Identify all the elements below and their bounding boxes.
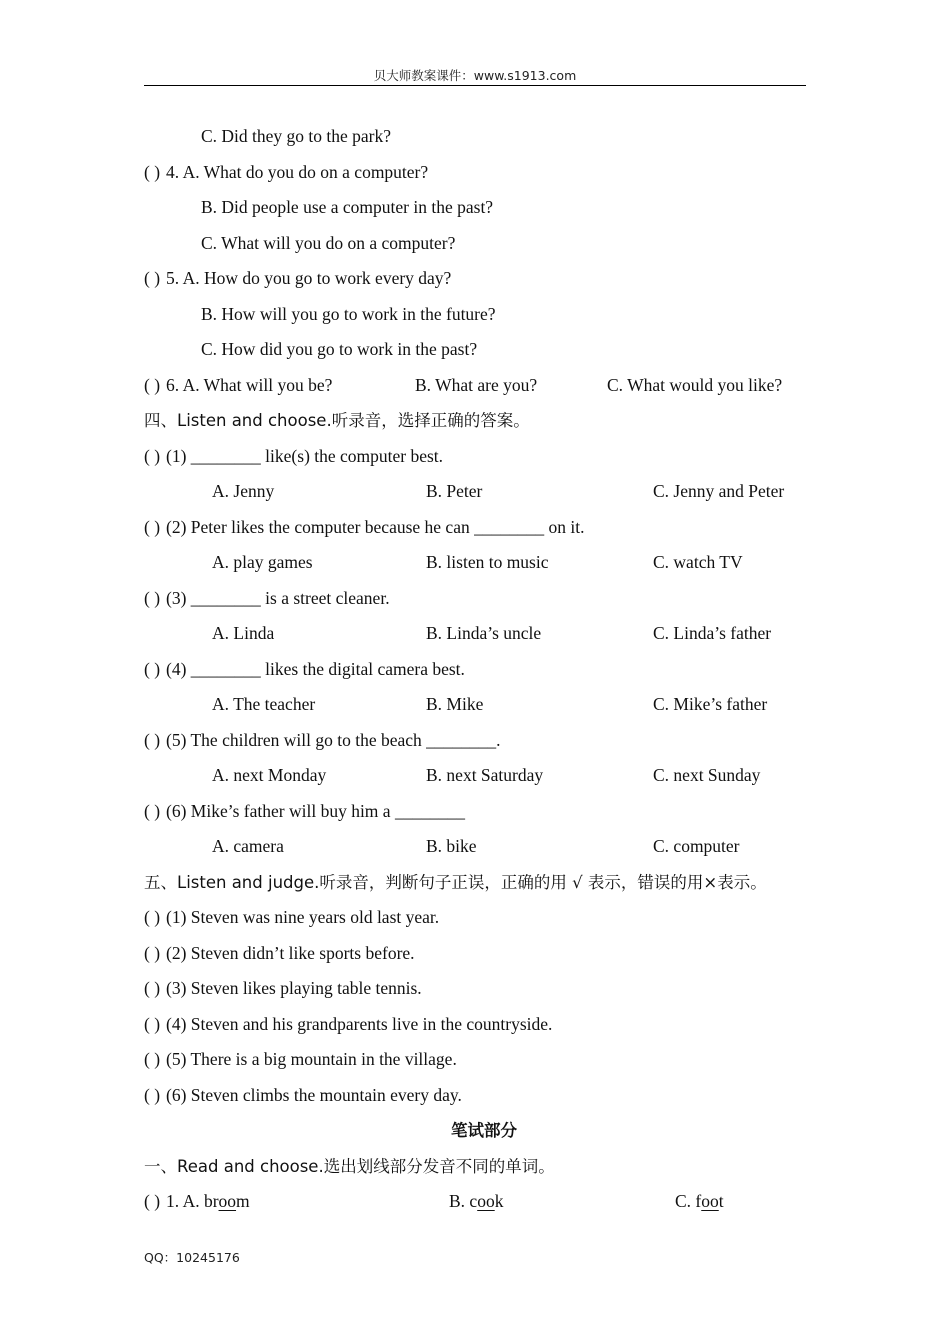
option-b: B. Linda’s uncle — [426, 623, 542, 643]
q3-option-c: C. Did they go to the park? — [201, 126, 392, 146]
s4-q4 — [144, 652, 824, 688]
answer-bracket[interactable]: ( ) — [144, 978, 161, 998]
answer-bracket[interactable]: ( ) — [144, 942, 161, 963]
q5-option-a: 5. A. How do you go to work every day? — [166, 268, 452, 288]
option-b: B. listen to music — [426, 552, 549, 572]
statement-text: (6) Steven climbs the mountain every day. — [166, 1084, 462, 1105]
q4-option-b: B. Did people use a computer in the past? — [201, 197, 494, 217]
s4-q2-options — [144, 545, 824, 581]
option-c: C. Jenny and Peter — [653, 481, 785, 501]
answer-bracket[interactable]: ( ) — [144, 1013, 161, 1034]
statement-text: (4) Steven and his grandparents live in the countryside. — [166, 1013, 553, 1034]
option-a: 1. A. broom — [166, 1191, 250, 1211]
s4-q5 — [144, 723, 824, 759]
question-text: (5) The children will go to the beach ________. — [166, 729, 501, 750]
page-footer: QQ：10245176 — [144, 1250, 240, 1265]
s5-q6 — [144, 1078, 824, 1114]
question-text: (1) ________ like(s) the computer best. — [166, 445, 444, 466]
option-a: A. next Monday — [212, 765, 327, 785]
option-b: B. Mike — [426, 694, 484, 714]
q4-line — [144, 155, 824, 191]
option-a: A. Jenny — [212, 481, 275, 501]
s5-q3 — [144, 971, 824, 1007]
option-c: C. next Sunday — [653, 765, 761, 785]
option-b: B. bike — [426, 836, 477, 856]
option-a: A. play games — [212, 552, 313, 572]
header-rule — [144, 85, 806, 86]
statement-text: (5) There is a big mountain in the village. — [166, 1049, 457, 1069]
q6-option-a: 6. A. What will you be? — [166, 374, 333, 395]
w-q1 — [144, 1184, 824, 1220]
written-part-heading: 笔试部分 — [451, 1121, 517, 1140]
s5-q5 — [144, 1042, 824, 1078]
q4-option-a: 4. A. What do you do on a computer? — [166, 161, 429, 182]
option-a: A. camera — [212, 836, 284, 856]
option-a: A. The teacher — [212, 694, 316, 714]
underlined-letters: oo — [218, 1191, 237, 1211]
s4-q3-options — [144, 616, 824, 652]
question-text: (4) ________ likes the digital camera best. — [166, 658, 465, 679]
option-b: B. cook — [449, 1191, 504, 1211]
option-b: B. Peter — [426, 481, 483, 501]
question-text: (3) ________ is a street cleaner. — [166, 587, 390, 608]
answer-bracket[interactable]: ( ) — [144, 729, 161, 750]
section4-title: 四、Listen and choose.听录音，选择正确的答案。 — [144, 411, 530, 430]
underlined-letters: oo — [701, 1191, 719, 1211]
option-c: C. Mike’s father — [653, 694, 768, 714]
document-body — [144, 119, 824, 1220]
answer-bracket[interactable]: ( ) — [144, 516, 161, 537]
s5-q2 — [144, 936, 824, 972]
option-c: C. watch TV — [653, 552, 743, 572]
s4-q6 — [144, 794, 824, 830]
section5-title: 五、Listen and judge.听录音，判断句子正误，正确的用 √ 表示，错误的用×表示。 — [144, 872, 767, 892]
q4-option-c: C. What will you do on a computer? — [201, 232, 456, 253]
q6-option-b: B. What are you? — [415, 374, 538, 395]
answer-bracket[interactable]: ( ) — [144, 1049, 161, 1069]
statement-text: (3) Steven likes playing table tennis. — [166, 978, 422, 998]
answer-bracket[interactable]: ( ) — [144, 1084, 161, 1105]
statement-text: (2) Steven didn’t like sports before. — [166, 942, 415, 963]
q5-option-b: B. How will you go to work in the future? — [201, 303, 496, 324]
answer-bracket[interactable]: ( ) — [144, 800, 161, 821]
s5-q4 — [144, 1007, 824, 1043]
statement-text: (1) Steven was nine years old last year. — [166, 907, 440, 927]
question-text: (6) Mike’s father will buy him a ________ — [166, 800, 465, 821]
option-c: C. foot — [675, 1191, 724, 1211]
option-b: B. next Saturday — [426, 765, 544, 785]
q6-option-c: C. What would you like? — [607, 374, 783, 395]
page-header: 贝大师教案课件：www.s1913.com — [373, 68, 577, 83]
answer-bracket[interactable]: ( ) — [144, 374, 161, 395]
s5-q1 — [144, 900, 824, 936]
option-c: C. computer — [653, 836, 740, 856]
s4-q1-options — [144, 474, 824, 510]
answer-bracket[interactable]: ( ) — [144, 161, 161, 182]
answer-bracket[interactable]: ( ) — [144, 445, 161, 466]
s4-q6-options — [144, 829, 824, 865]
s4-q1 — [144, 439, 824, 475]
q5-line — [144, 261, 824, 297]
answer-bracket[interactable]: ( ) — [144, 907, 161, 927]
answer-bracket[interactable]: ( ) — [144, 1191, 161, 1211]
answer-bracket[interactable]: ( ) — [144, 658, 161, 679]
s4-q4-options — [144, 687, 824, 723]
answer-bracket[interactable]: ( ) — [144, 587, 161, 608]
written-section1-title: 一、Read and choose.选出划线部分发音不同的单词。 — [144, 1156, 555, 1176]
q5-option-c: C. How did you go to work in the past? — [201, 339, 478, 359]
underlined-letters: oo — [477, 1191, 495, 1211]
option-c: C. Linda’s father — [653, 623, 772, 643]
q6-line — [144, 368, 824, 404]
s4-q5-options — [144, 758, 824, 794]
answer-bracket[interactable]: ( ) — [144, 268, 161, 288]
s4-q2 — [144, 510, 824, 546]
s4-q3 — [144, 581, 824, 617]
question-text: (2) Peter likes the computer because he can ________ on it. — [166, 516, 585, 537]
option-a: A. Linda — [212, 623, 275, 643]
